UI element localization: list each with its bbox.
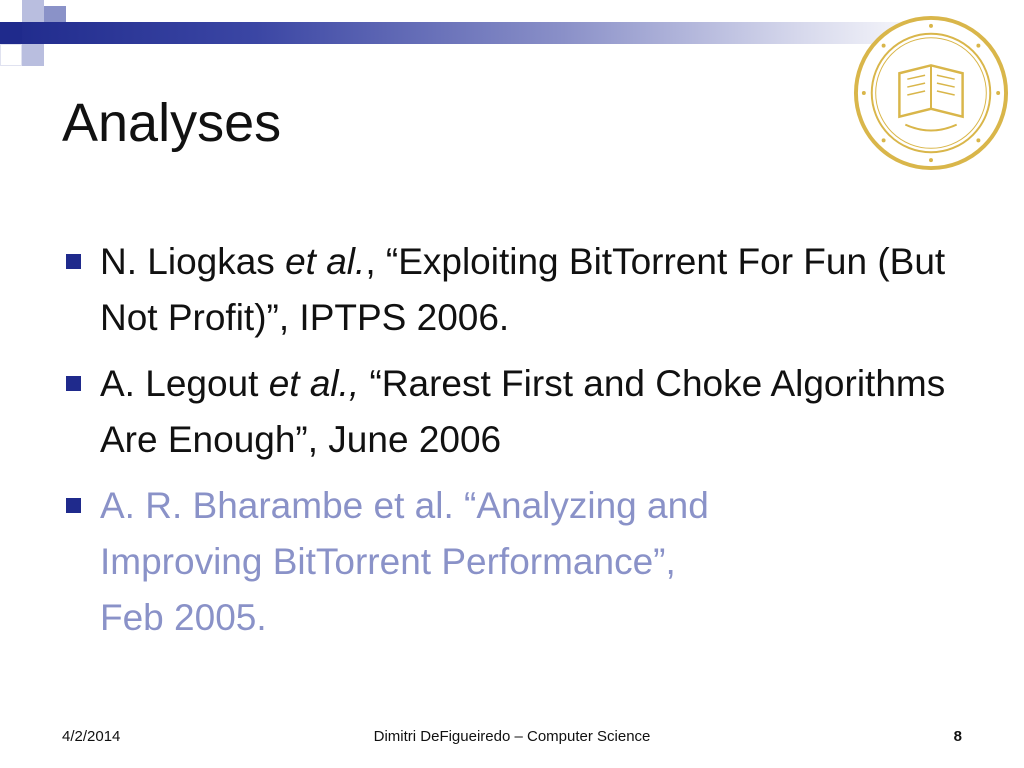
- corner-square-2: [22, 0, 44, 22]
- citation-details: “Rarest First and Choke Algorithms Are Enough”, June 2006: [100, 363, 946, 460]
- citation-authors: N. Liogkas: [100, 241, 286, 282]
- corner-square-1: [0, 0, 22, 22]
- citation-authors: A. Legout: [100, 363, 269, 404]
- citation-line-1: A. R. Bharambe et al. “Analyzing and: [100, 485, 709, 526]
- corner-square-4: [0, 22, 22, 44]
- square-bullet-icon: [66, 254, 81, 269]
- citation-details: , “Exploiting BitTorrent For Fun (But Not Profit)”, IPTPS 2006.: [100, 241, 946, 338]
- page-number: 8: [953, 728, 962, 745]
- footer-author: Dimitri DeFigueiredo – Computer Science: [373, 728, 651, 745]
- citation-et-al: et al.,: [268, 363, 360, 404]
- list-item: [60, 234, 980, 346]
- footer-date: 4/2/2014: [62, 728, 121, 745]
- citation-line-2: Improving BitTorrent Performance”,: [100, 541, 676, 582]
- list-item: [60, 356, 980, 468]
- corner-square-6: [0, 44, 22, 66]
- slide-title: Analyses: [62, 93, 282, 153]
- corner-square-5: [22, 44, 44, 66]
- university-seal-icon: [852, 14, 1010, 172]
- square-bullet-icon: [66, 498, 81, 513]
- citation-et-al: et al.: [285, 241, 366, 282]
- reference-list: [60, 234, 980, 656]
- citation-line-3: Feb 2005.: [100, 597, 267, 638]
- square-bullet-icon: [66, 376, 81, 391]
- list-item: [60, 478, 980, 646]
